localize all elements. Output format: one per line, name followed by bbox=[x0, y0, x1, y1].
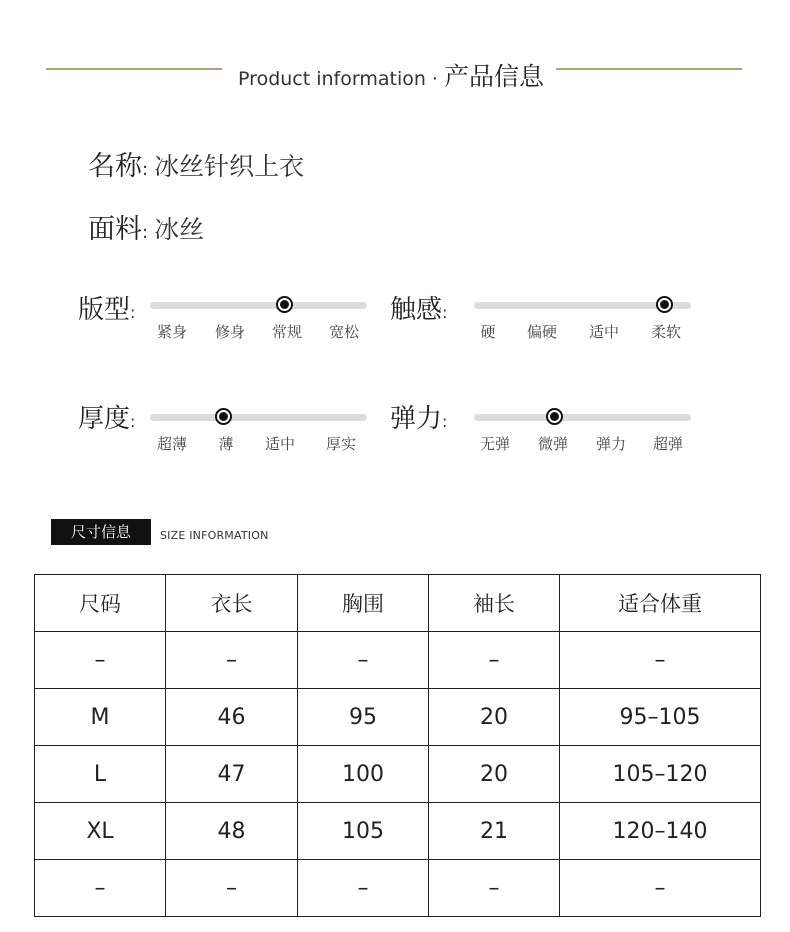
table-cell: – bbox=[560, 632, 761, 689]
header-divider-left bbox=[46, 68, 222, 70]
colon: : bbox=[130, 412, 136, 431]
elasticity-option: 微弹 bbox=[537, 435, 569, 453]
elasticity-option: 无弹 bbox=[479, 435, 511, 453]
table-row bbox=[35, 803, 761, 860]
table-row bbox=[35, 689, 761, 746]
thickness-option: 超薄 bbox=[156, 435, 188, 453]
colon: : bbox=[442, 303, 448, 322]
table-row bbox=[35, 632, 761, 689]
table-cell: 105–120 bbox=[560, 746, 761, 803]
table-cell: 46 bbox=[166, 689, 298, 746]
fit-option: 修身 bbox=[214, 323, 246, 341]
table-cell: L bbox=[35, 746, 166, 803]
thickness-option: 厚实 bbox=[325, 435, 357, 453]
table-cell: 20 bbox=[429, 689, 560, 746]
table-cell: – bbox=[560, 860, 761, 917]
colon: : bbox=[442, 412, 448, 431]
touch-label-text: 触感 bbox=[390, 295, 443, 325]
product-name-label: 名称 bbox=[88, 151, 142, 182]
column-header-size: 尺码 bbox=[35, 575, 166, 632]
elasticity-slider-track bbox=[474, 414, 691, 421]
size-info-badge: 尺寸信息 bbox=[51, 519, 151, 545]
table-cell: – bbox=[35, 860, 166, 917]
product-name-row bbox=[88, 144, 304, 183]
table-cell: 95–105 bbox=[560, 689, 761, 746]
section-title bbox=[230, 57, 552, 93]
thickness-label-text: 厚度 bbox=[78, 404, 131, 434]
thickness-option: 薄 bbox=[218, 435, 234, 453]
table-row bbox=[35, 860, 761, 917]
table-cell: 20 bbox=[429, 746, 560, 803]
thickness-slider-knob bbox=[215, 408, 232, 425]
elasticity-label bbox=[390, 398, 447, 435]
table-cell: 100 bbox=[298, 746, 429, 803]
touch-option: 柔软 bbox=[650, 323, 682, 341]
table-cell: M bbox=[35, 689, 166, 746]
fit-label-text: 版型 bbox=[78, 295, 131, 325]
product-name-value: 冰丝针织上衣 bbox=[154, 152, 305, 181]
thickness-slider-track bbox=[150, 414, 367, 421]
size-table bbox=[34, 574, 761, 917]
column-header-sleeve: 袖长 bbox=[429, 575, 560, 632]
size-info-subtitle: SIZE INFORMATION bbox=[160, 529, 269, 542]
table-cell: – bbox=[298, 632, 429, 689]
table-cell: 21 bbox=[429, 803, 560, 860]
touch-option: 硬 bbox=[480, 323, 496, 341]
table-header-row bbox=[35, 575, 761, 632]
colon: : bbox=[130, 303, 136, 322]
table-cell: – bbox=[429, 860, 560, 917]
table-cell: – bbox=[429, 632, 560, 689]
table-row bbox=[35, 746, 761, 803]
column-header-weight: 适合体重 bbox=[560, 575, 761, 632]
table-cell: 48 bbox=[166, 803, 298, 860]
table-cell: – bbox=[298, 860, 429, 917]
section-title-en: Product information bbox=[238, 68, 426, 90]
elasticity-label-text: 弹力 bbox=[390, 404, 443, 434]
elasticity-option: 超弹 bbox=[652, 435, 684, 453]
elasticity-slider-knob bbox=[546, 408, 563, 425]
table-cell: 95 bbox=[298, 689, 429, 746]
section-title-cn: 产品信息 bbox=[443, 62, 544, 91]
touch-option: 偏硬 bbox=[526, 323, 558, 341]
fabric-label: 面料 bbox=[88, 214, 142, 245]
thickness-option: 适中 bbox=[264, 435, 296, 453]
fit-slider-track bbox=[150, 302, 367, 309]
column-header-length: 衣长 bbox=[166, 575, 298, 632]
fit-option: 紧身 bbox=[156, 323, 188, 341]
colon: : bbox=[142, 222, 149, 243]
fit-slider-knob bbox=[276, 296, 293, 313]
thickness-label bbox=[78, 398, 135, 435]
table-cell: – bbox=[166, 632, 298, 689]
table-cell: – bbox=[166, 860, 298, 917]
touch-label bbox=[390, 289, 447, 326]
header-divider-right bbox=[556, 68, 742, 70]
fit-option: 常规 bbox=[271, 323, 303, 341]
fabric-row bbox=[88, 207, 204, 246]
table-cell: – bbox=[35, 632, 166, 689]
table-cell: 47 bbox=[166, 746, 298, 803]
section-title-separator: · bbox=[431, 68, 438, 90]
table-cell: XL bbox=[35, 803, 166, 860]
table-cell: 105 bbox=[298, 803, 429, 860]
fit-label bbox=[78, 289, 135, 326]
fit-option: 宽松 bbox=[328, 323, 360, 341]
fabric-value: 冰丝 bbox=[154, 215, 205, 244]
table-cell: 120–140 bbox=[560, 803, 761, 860]
touch-option: 适中 bbox=[588, 323, 620, 341]
elasticity-option: 弹力 bbox=[595, 435, 627, 453]
column-header-bust: 胸围 bbox=[298, 575, 429, 632]
colon: : bbox=[142, 159, 149, 180]
touch-slider-knob bbox=[656, 296, 673, 313]
